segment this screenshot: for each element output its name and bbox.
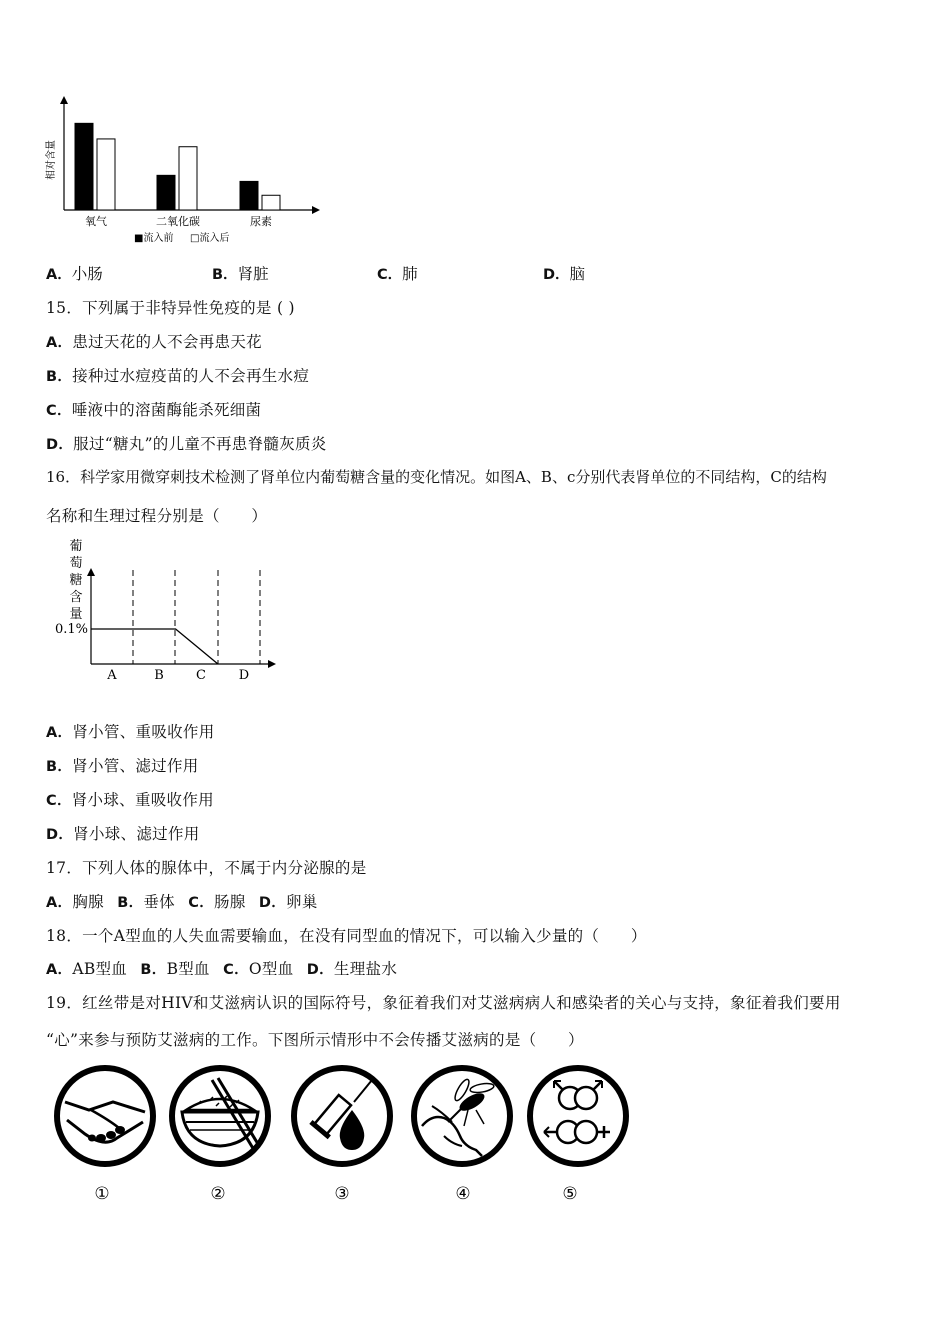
picture-number: ② xyxy=(210,1184,226,1204)
rice-bowl-chopsticks-icon xyxy=(172,1068,268,1164)
sex-symbols-icon xyxy=(530,1068,626,1164)
q18-option-b[interactable]: B．B型血 xyxy=(140,960,210,978)
q17-option-b[interactable]: B．垂体 xyxy=(117,893,175,911)
x-tick-label: 二氧化碳 xyxy=(156,215,200,228)
picture-number: ③ xyxy=(334,1184,350,1204)
y-label-char: 葡 xyxy=(69,539,83,554)
picture-number: ④ xyxy=(455,1184,471,1204)
q14-bar-chart xyxy=(40,94,330,254)
picture-number: ⑤ xyxy=(562,1184,578,1204)
mosquito-bite-icon xyxy=(414,1068,510,1164)
q16-option-c[interactable]: C．肾小球、重吸收作用 xyxy=(46,791,214,809)
x-axis-arrow xyxy=(268,660,276,668)
legend-after: □流入后 xyxy=(190,233,230,244)
x-axis-arrow xyxy=(312,206,320,214)
y-label-char: 含 xyxy=(69,590,83,605)
q16-option-b[interactable]: B．肾小管、滤过作用 xyxy=(46,757,199,775)
y-axis-arrow xyxy=(87,568,95,576)
q16-line-chart xyxy=(50,536,290,686)
q15-option-c[interactable]: C．唾液中的溶菌酶能杀死细菌 xyxy=(46,401,262,419)
bar-before xyxy=(157,175,175,210)
handshake-icon xyxy=(57,1068,153,1164)
q14-option-c[interactable]: C．肺 xyxy=(377,265,418,283)
legend-before: ■流入前 xyxy=(134,233,174,244)
glucose-series-line xyxy=(91,629,218,664)
x-tick-label: A xyxy=(107,668,117,683)
q19-stem-line2: “心”来参与预防艾滋病的工作。下图所示情形中不会传播艾滋病的是（ ） xyxy=(46,1031,584,1049)
syringe-blood-icon xyxy=(294,1068,390,1164)
q16-option-a[interactable]: A．肾小管、重吸收作用 xyxy=(46,723,215,741)
bar-after xyxy=(262,195,280,210)
q16-option-d[interactable]: D．肾小球、滤过作用 xyxy=(46,825,200,843)
q16-stem-line2: 名称和生理过程分别是（ ） xyxy=(46,507,268,525)
q16-stem-line1: 16．科学家用微穿刺技术检测了肾单位内葡萄糖含量的变化情况。如图A、B、c分别代表肾单位的不同结构，C的结构 xyxy=(46,468,827,486)
x-tick-label: 尿素 xyxy=(250,215,272,228)
y-axis-label: 相对含量 xyxy=(46,140,57,180)
bar-before xyxy=(75,123,93,210)
picture-number: ① xyxy=(94,1184,110,1204)
q15-option-d[interactable]: D．服过“糖丸”的儿童不再患脊髓灰质炎 xyxy=(46,435,327,453)
q18-option-c[interactable]: C．O型血 xyxy=(223,960,294,978)
y-tick-label: 0.1% xyxy=(54,622,88,637)
bar-before xyxy=(240,181,258,210)
q19-stem-line1: 19．红丝带是对HIV和艾滋病认识的国际符号，象征着我们对艾滋病病人和感染者的关心与支持，象征着我们要用 xyxy=(46,994,841,1012)
bar-after xyxy=(97,139,115,210)
q15-option-a[interactable]: A．患过天花的人不会再患天花 xyxy=(46,333,262,351)
x-tick-label: D xyxy=(238,668,250,683)
q14-option-b[interactable]: B．肾脏 xyxy=(212,265,269,283)
q15-option-b[interactable]: B．接种过水痘疫苗的人不会再生水痘 xyxy=(46,367,310,385)
q17-options xyxy=(46,890,318,912)
bar-after xyxy=(179,147,197,210)
q14-option-a[interactable]: A．小肠 xyxy=(46,265,103,283)
y-label-char: 量 xyxy=(69,607,83,622)
x-tick-label: B xyxy=(154,668,164,683)
q18-options xyxy=(46,957,397,979)
q17-option-a[interactable]: A．胸腺 xyxy=(46,893,104,911)
q18-option-d[interactable]: D．生理盐水 xyxy=(306,960,398,978)
q18-option-a[interactable]: A．AB型血 xyxy=(46,960,128,978)
q17-option-c[interactable]: C．肠腺 xyxy=(188,893,246,911)
q19-pictures xyxy=(40,1058,640,1208)
y-axis-arrow xyxy=(60,96,68,104)
q17-option-d[interactable]: D．卵巢 xyxy=(258,893,318,911)
y-label-char: 萄 xyxy=(69,556,83,571)
q15-stem: 15．下列属于非特异性免疫的是 ( ) xyxy=(46,299,295,317)
q18-stem: 18．一个A型血的人失血需要输血，在没有同型血的情况下，可以输入少量的（ ） xyxy=(46,927,647,945)
x-tick-label: 氧气 xyxy=(85,215,107,228)
y-label-char: 糖 xyxy=(69,573,83,588)
x-tick-label: C xyxy=(196,668,206,683)
q14-option-d[interactable]: D．脑 xyxy=(543,265,586,283)
q17-stem: 17．下列人体的腺体中，不属于内分泌腺的是 xyxy=(46,859,367,877)
